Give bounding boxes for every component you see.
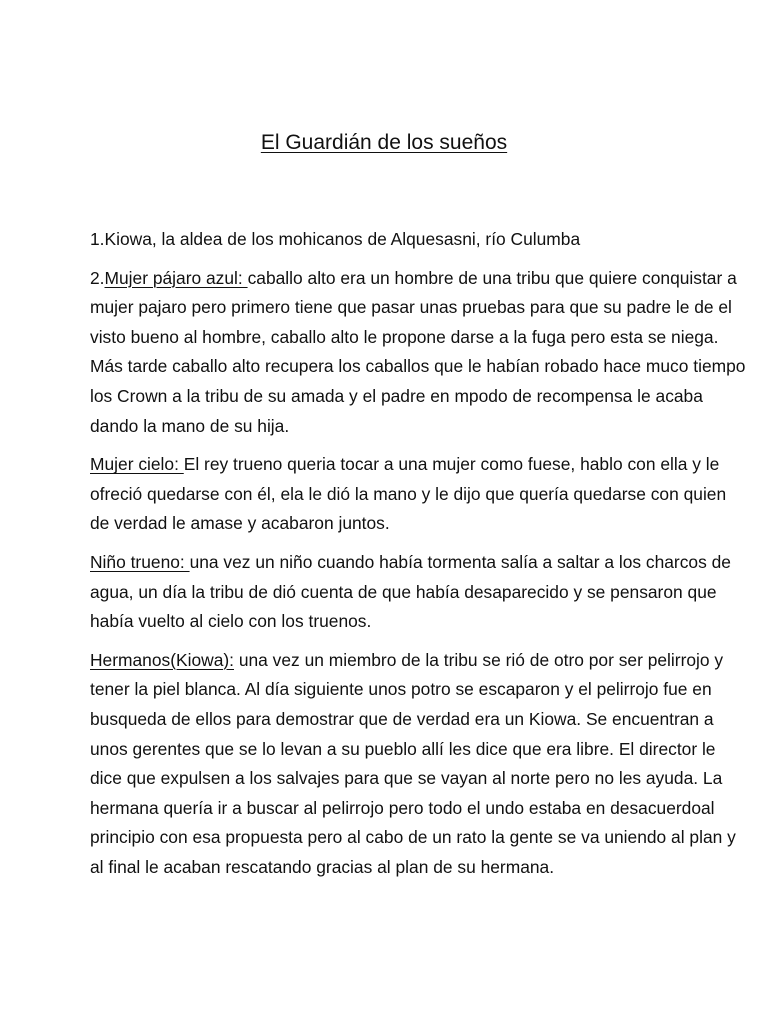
paragraph-4-text: una vez un niño cuando había tormenta salía a saltar a los charcos de agua, un día la tribu de dió cuenta de que había desaparecido y se pensaron que había vuelto al cielo con los truenos. xyxy=(90,551,731,632)
paragraph-4 xyxy=(90,548,750,637)
paragraph-2 xyxy=(90,264,750,442)
paragraph-2-heading: Mujer pájaro azul: xyxy=(104,267,248,288)
paragraph-5-text: una vez un miembro de la tribu se rió de otro por ser pelirrojo y tener la piel blanca. Al día siguiente unos potro se escaparon y el pelirrojo fue en busqueda de ellos para demostrar que de verdad era un Kiowa. Se encuentran a unos gerentes que se lo levan a su pueblo allí les dice que era libre. El director le dice que expulsen a los salvajes para que se vayan al norte pero no les ayuda. La hermana quería ir a buscar al pelirrojo pero todo el undo estaba en desacuerdoal principio con esa propuesta pero al cabo de un rato la gente se va uniendo al plan y al final le acaban rescatando gracias al plan de su hermana. xyxy=(90,649,736,877)
paragraph-1-text: 1.Kiowa, la aldea de los mohicanos de Alquesasni, río Culumba xyxy=(90,229,581,249)
paragraph-5 xyxy=(90,646,750,883)
paragraph-2-number: 2. xyxy=(90,267,105,288)
title-text: El Guardián de los sueños xyxy=(260,131,508,154)
paragraph-3 xyxy=(90,450,750,539)
paragraph-4-heading: Niño trueno: xyxy=(90,551,190,572)
paragraph-3-heading: Mujer cielo: xyxy=(90,454,184,475)
paragraph-1 xyxy=(90,225,750,255)
paragraph-3-text: El rey trueno queria tocar a una mujer como fuese, hablo con ella y le ofreció quedarse con él, ela le dió la mano y le dijo que quería quedarse con quien de verdad le amase y acabaron juntos. xyxy=(90,454,727,534)
document-title xyxy=(0,128,768,158)
paragraph-5-heading: Hermanos(Kiowa): xyxy=(90,649,234,670)
document-body xyxy=(90,225,750,891)
paragraph-2-text: caballo alto era un hombre de una tribu que quiere conquistar a mujer pajaro pero primero tiene que pasar unas pruebas para que su padre le de el visto bueno al hombre, caballo alto le propone darse a la fuga pero esta se niega. Más tarde caballo alto recupera los caballos que le habían robado hace muco tiempo los Crown a la tribu de su amada y el padre en mpodo de recompensa le acaba dando la mano de su hija. xyxy=(90,267,746,436)
